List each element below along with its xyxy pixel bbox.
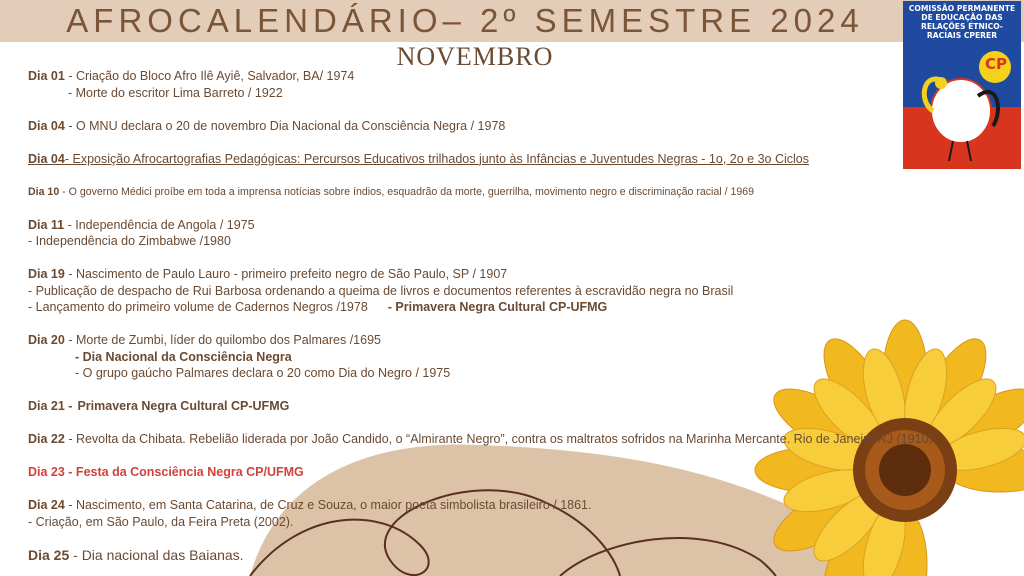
entry-dia-11-sub: - Independência do Zimbabwe /1980 [28, 234, 231, 248]
entry-dia-04-exposicao [28, 151, 928, 168]
month-title: NOVEMBRO [396, 42, 554, 71]
entry-dia-25 [28, 547, 928, 564]
entry-dia-11 [28, 217, 928, 234]
badge-logo: CP [984, 55, 1007, 73]
entry-day: Dia 19 [28, 267, 65, 281]
entry-dia-22 [28, 431, 937, 448]
entry-text: - Nascimento, em Santa Catarina, de Cruz e Souza, o maior poeta simbolista brasileiro / 1861. [64, 498, 592, 512]
entry-dia-20-sub1: - Dia Nacional da Consciência Negra [75, 349, 292, 364]
entry-day: Dia 10 [28, 185, 60, 198]
entry-day: Dia 20 [28, 333, 65, 347]
entry-dia-20-sub2: - O grupo gaúcho Palmares declara o 20 como Dia do Negro / 1975 [75, 366, 451, 380]
entry-day: Dia 04 [28, 118, 65, 133]
entry-text: - Revolta da Chibata. Rebelião liderada por João Candido, o “Almirante Negro”, contra os maltratos sofridos na Marinha Mercante. Rio de Janeiro/RJ (1910). [64, 432, 937, 446]
calendar-list [28, 68, 937, 563]
entry-dia-21 [28, 398, 928, 415]
entry-dia-01-sub: - Morte do escritor Lima Barreto / 1922 [68, 85, 283, 100]
entry-day: Dia 11 [28, 217, 65, 232]
entry-day: Dia 01 [28, 69, 65, 83]
entry-text: - O governo Médici proíbe em toda a imprensa notícias sobre índios, esquadrão da morte, guerrilha, movimento negro e discriminação racial / 1969 [59, 185, 755, 198]
entry-dia-19 [28, 266, 928, 283]
entry-text: - Nascimento de Paulo Lauro - primeiro prefeito negro de São Paulo, SP / 1907 [64, 267, 508, 281]
entry-dia-23: Dia 23 - Festa da Consciência Negra CP/UFMG [28, 465, 304, 479]
entry-text: - O MNU declara o 20 de novembro Dia Nacional da Consciência Negra / 1978 [64, 118, 506, 133]
entry-text: Primavera Negra Cultural CP-UFMG [77, 399, 290, 413]
entry-day: Dia 04 [28, 151, 65, 166]
entry-dia-19-sub1: - Publicação de despacho de Rui Barbosa ordenando a queima de livros e documentos referentes à escravidão negra no Brasil [28, 283, 734, 298]
entry-day: Dia 21 - [28, 399, 73, 413]
entry-text: - Criação do Bloco Afro Ilê Ayiê, Salvador, BA/ 1974 [64, 69, 355, 83]
entry-dia-20 [28, 332, 928, 349]
entry-dia-04 [28, 118, 928, 135]
entry-day: Dia 22 [28, 432, 65, 446]
entry-dia-19-sub2 [28, 299, 928, 316]
entry-day: Dia 24 [28, 498, 65, 512]
entry-dia-01 [28, 68, 928, 85]
entry-text: - Dia nacional das Baianas. [69, 546, 244, 563]
page-title: AFROCALENDÁRIO– 2º SEMESTRE 2024 [66, 2, 864, 39]
entry-dia-10 [28, 184, 928, 201]
entry-text: - Morte de Zumbi, líder do quilombo dos Palmares /1695 [64, 333, 381, 347]
entry-dia-24-sub: - Criação, em São Paulo, da Feira Preta (2002). [28, 514, 294, 529]
entry-day: Dia 25 [28, 546, 70, 563]
entry-dia-24 [28, 497, 928, 514]
entry-text: - Independência de Angola / 1975 [64, 217, 255, 232]
badge-text: COMISSÃO PERMANENTE DE EDUCAÇÃO DAS RELAÇÕES ÉTNICO-RACIAIS CPERER [908, 4, 1016, 40]
entry-text: - Exposição Afrocartografias Pedagógicas: Percursos Educativos trilhados junto às Infâncias e Juventudes Negras - 1o, 2o e 3o Ciclos [64, 151, 809, 166]
primavera-negra-label: - Primavera Negra Cultural CP-UFMG [387, 300, 608, 314]
entry-text: - Lançamento do primeiro volume de Cadernos Negros /1978 [28, 300, 368, 314]
